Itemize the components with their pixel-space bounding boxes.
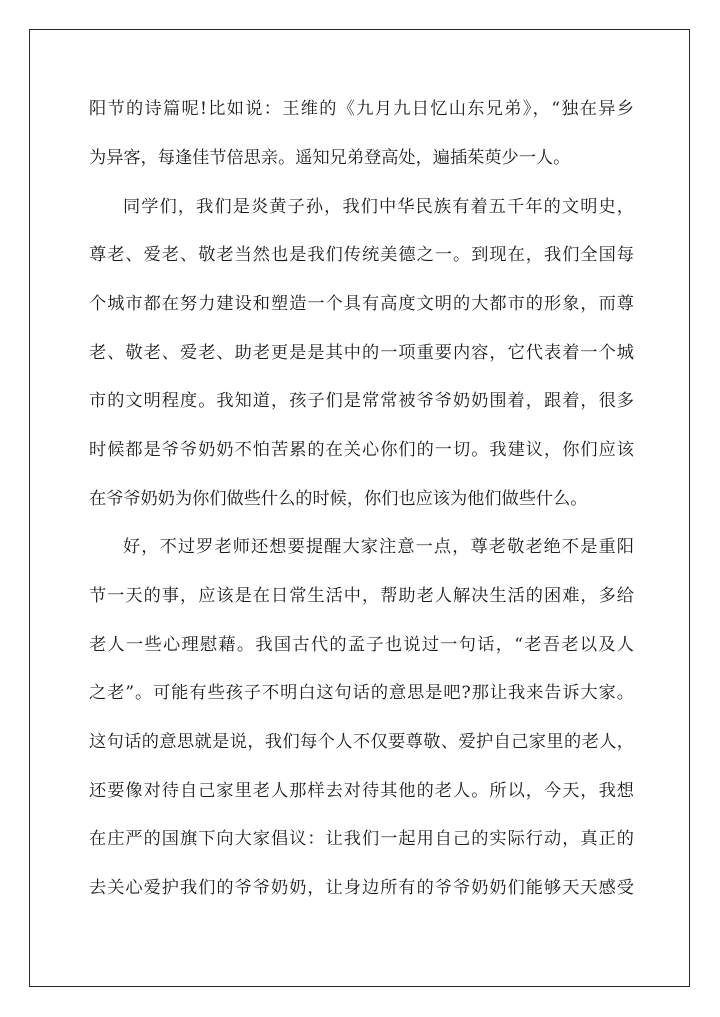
text-line: 时候都是爷爷奶奶不怕苦累的在关心你们的一切。我建议，你们应该 (89, 440, 634, 460)
text-line: 之老”。可能有些孩子不明白这句话的意思是吧?那让我来告诉大家。 (89, 683, 634, 703)
text-line: 去关心爱护我们的爷爷奶奶，让身边所有的爷爷奶奶们能够天天感受 (89, 878, 634, 898)
text-line: 节一天的事，应该是在日常生活中，帮助老人解决生活的困难，多给 (89, 586, 634, 606)
paragraph-start-line: 同学们，我们是炎黄子孙，我们中华民族有着五千年的文明史， (123, 197, 634, 217)
text-line: 老、敬老、爱老、助老更是是其中的一项重要内容，它代表着一个城 (89, 343, 634, 363)
text-line: 在庄严的国旗下向大家倡议：让我们一起用自己的实际行动，真正的 (89, 829, 634, 849)
text-line: 老人一些心理慰藉。我国古代的孟子也说过一句话，“老吾老以及人 (89, 635, 634, 655)
text-line: 这句话的意思就是说，我们每个人不仅要尊敬、爱护自己家里的老人， (89, 732, 634, 752)
text-line: 还要像对待自己家里老人那样去对待其他的老人。所以，今天，我想 (89, 781, 634, 801)
text-line: 尊老、爱老、敬老当然也是我们传统美德之一。到现在，我们全国每 (89, 245, 634, 265)
text-line: 阳节的诗篇呢!比如说：王维的《九月九日忆山东兄弟》，“独在异乡 (89, 99, 634, 119)
text-line: 为异客，每逢佳节倍思亲。遥知兄弟登高处，遍插茱萸少一人。 (89, 148, 571, 168)
text-line: 在爷爷奶奶为你们做些什么的时候，你们也应该为他们做些什么。 (89, 489, 588, 509)
paragraph-start-line: 好，不过罗老师还想要提醒大家注意一点，尊老敬老绝不是重阳 (123, 537, 634, 557)
text-line: 个城市都在努力建设和塑造一个具有高度文明的大都市的形象，而尊 (89, 294, 634, 314)
text-line: 市的文明程度。我知道，孩子们是常常被爷爷奶奶围着，跟着，很多 (89, 391, 634, 411)
